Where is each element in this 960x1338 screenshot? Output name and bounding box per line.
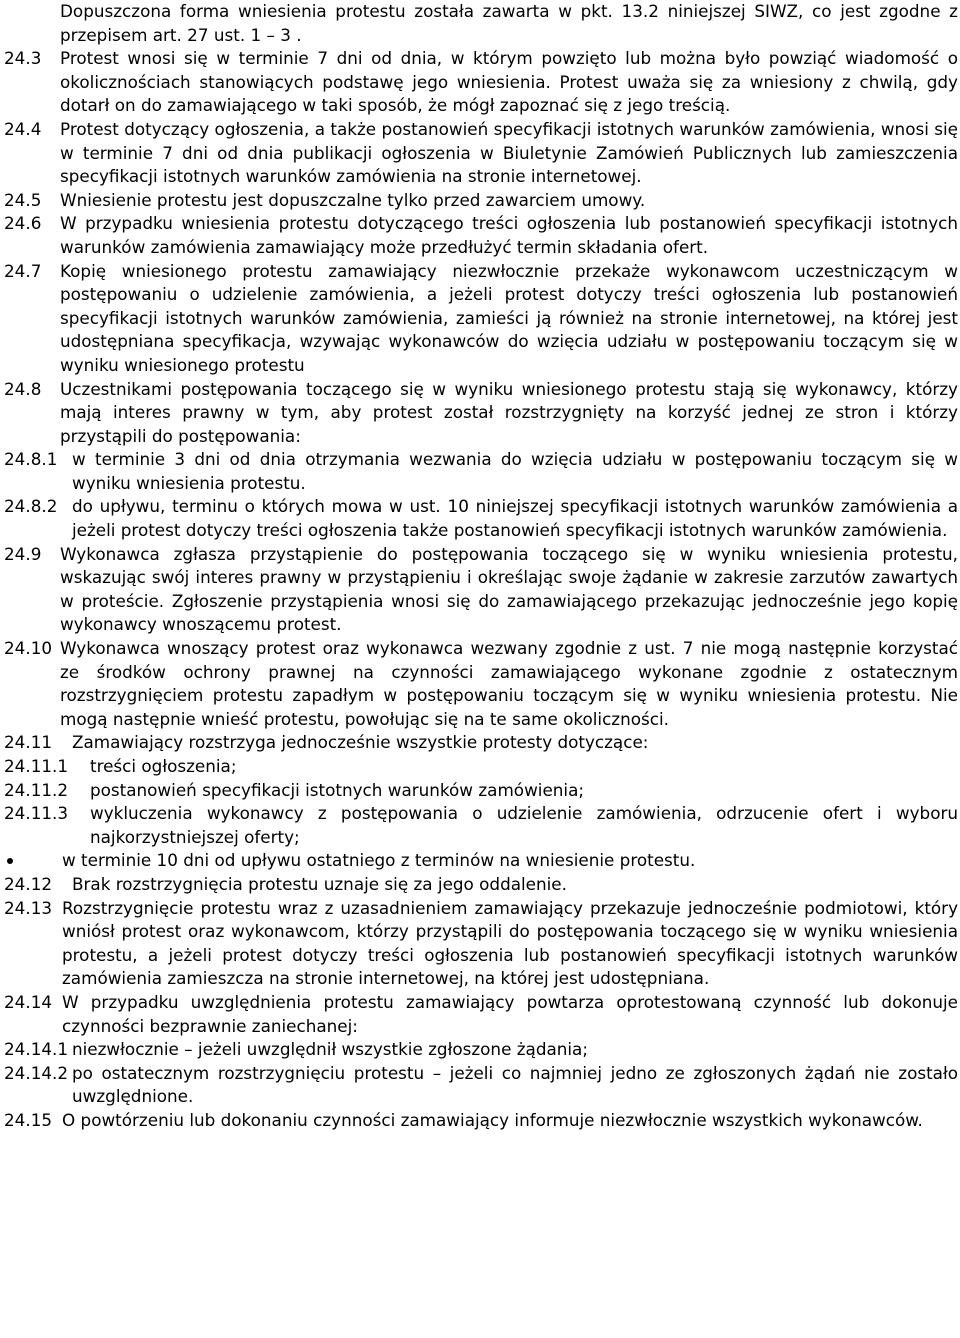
list-item [4,495,958,542]
item-text: niezwłocznie – jeżeli uwzględnił wszystkie zgłoszone żądania; [72,1039,588,1060]
list-item [4,991,958,1038]
bullet-icon [4,849,62,872]
list-item [4,47,958,118]
item-text: Zamawiający rozstrzyga jednocześnie wszystkie protesty dotyczące: [72,732,649,753]
list-item [4,1062,958,1109]
item-number: 24.4 [4,118,42,139]
item-number: 24.8.1 [4,449,58,470]
list-item [4,637,958,731]
item-text: treści ogłoszenia; [90,756,237,776]
item-text: postanowień specyfikacji istotnych warunków zamówienia; [90,779,585,800]
list-item [4,755,958,779]
item-number: 24.15 [4,1109,53,1130]
item-text: do upływu, terminu o których mowa w ust. 10 niniejszej specyfikacji istotnych warunków zamówienia a jeżeli protest dotyczy treści ogłoszenia także postanowień specyfikacji istotnych warunków zamówienia. [72,496,958,541]
item-number: 24.8 [4,378,42,399]
bullet-item [4,849,958,873]
item-text: Wykonawca zgłasza przystąpienie do postępowania toczącego się w wyniku wniesienia protestu, wskazując swój interes prawny w przystąpieniu i określając swoje żądanie w zakresie zarzutów zawartych w proteście. Zgłoszenie przystąpienia wnosi się do zamawiającego przekazując jednocześnie jego kopię wykonawcy wnoszącemu protest. [60,543,958,635]
list-item [4,260,958,378]
list-item [4,1038,958,1062]
list-item [4,779,958,803]
item-number: 24.11.2 [4,779,69,800]
list-item [4,378,958,449]
list-item [4,802,958,849]
list-item [4,873,958,897]
item-number: 24.10 [4,638,53,659]
item-number: 24.11.3 [4,803,69,824]
item-number: 24.11 [4,732,53,753]
item-text: Wykonawca wnoszący protest oraz wykonawca wezwany zgodnie z ust. 7 nie mogą następnie korzystać ze środków ochrony prawnej na czynności zamawiającego wykonane zgodnie z ostatecznym rozstrzygnięciem protestu zapadłym w postępowaniu toczącym się w wyniku wniesienia protestu. Nie mogą następnie wnieść protestu, powołując się na te same okoliczności. [60,638,958,729]
list-item [4,118,958,189]
item-text: W przypadku wniesienia protestu dotyczącego treści ogłoszenia lub postanowień specyfikacji istotnych warunków zamówienia zamawiający może przedłużyć termin składania ofert. [60,213,958,257]
item-number: 24.14.1 [4,1039,69,1060]
list-item [4,212,958,259]
list-item [4,1109,958,1133]
item-text: w terminie 10 dni od upływu ostatniego z terminów na wniesienie protestu. [62,850,696,871]
list-item [4,189,958,213]
item-text: Brak rozstrzygnięcia protestu uznaje się za jego oddalenie. [72,873,567,894]
item-number: 24.13 [4,897,53,918]
item-number: 24.12 [4,873,53,894]
item-number: 24.14 [4,991,53,1012]
list-item [4,731,958,755]
item-number: 24.11.1 [4,756,69,776]
item-text: w terminie 3 dni od dnia otrzymania wezwania do wzięcia udziału w postępowaniu toczącym się w wyniku wniesienia protestu. [72,449,958,493]
item-text: po ostatecznym rozstrzygnięciu protestu – jeżeli co najmniej jedno ze zgłoszonych żądań nie zostało uwzględnione. [72,1062,958,1107]
item-text: Wniesienie protestu jest dopuszczalne tylko przed zawarciem umowy. [60,189,646,210]
item-text: Uczestnikami postępowania toczącego się w wyniku wniesionego protestu stają się wykonawcy, którzy mają interes prawny w tym, aby protest został rozstrzygnięty na korzyść jednej ze stron i którzy przystąpili do postępowania: [60,378,958,446]
item-text: W przypadku uwzględnienia protestu zamawiający powtarza oprotestowaną czynność lub dokonuje czynności bezprawnie zaniechanej: [62,991,958,1036]
item-text: O powtórzeniu lub dokonaniu czynności zamawiający informuje niezwłocznie wszystkich wykonawców. [62,1109,923,1130]
list-item [4,897,958,991]
list-item [4,448,958,495]
item-text: Kopię wniesionego protestu zamawiający niezwłocznie przekaże wykonawcom uczestniczącym w postępowaniu o udzielenie zamówienia, a jeżeli protest dotyczy treści ogłoszenia lub postanowień specyfikacji istotnych warunków zamówienia, zamieści ją również na stronie internetowej, na której jest udostępniana specyfikacja, wzywając wykonawców do wzięcia udziału w postępowaniu toczącym się w wyniku wniesionego protestu [60,260,958,375]
item-number: 24.14.2 [4,1062,69,1083]
item-number: 24.3 [4,48,42,69]
item-number: 24.8.2 [4,496,58,517]
item-number: 24.9 [4,543,42,564]
item-number: 24.5 [4,189,42,210]
item-text: Rozstrzygnięcie protestu wraz z uzasadnieniem zamawiający przekazuje jednocześnie podmiotowi, który wniósł protest oraz wykonawcom, którzy przystąpili do postępowania toczącego się w wyniku wniesienia protestu, a jeżeli protest dotyczy treści ogłoszenia lub postanowień specyfikacji istotnych warunków zamówienia zamieszcza na stronie internetowej, na której jest udostępniana. [62,897,958,989]
item-number: 24.7 [4,260,42,281]
item-text: Protest wnosi się w terminie 7 dni od dnia, w którym powzięto lub można było powziąć wiadomość o okolicznościach stanowiących podstawę jego wniesienia. Protest uważa się za wniesiony z chwilą, gdy dotarł on do zamawiającego w taki sposób, że mógł zapoznać się z jego treścią. [60,48,958,116]
item-text: Protest dotyczący ogłoszenia, a także postanowień specyfikacji istotnych warunków zamówienia, wnosi się w terminie 7 dni od dnia publikacji ogłoszenia w Biuletynie Zamówień Publicznych lub zamieszczenia specyfikacji istotnych warunków zamówienia na stronie internetowej. [60,118,958,187]
item-number: 24.6 [4,213,42,234]
item-text: wykluczenia wykonawcy z postępowania o udzielenie zamówienia, odrzucenie ofert i wyboru najkorzystniejszej oferty; [90,803,958,847]
list-item [4,543,958,637]
intro-paragraph: Dopuszczona forma wniesienia protestu została zawarta w pkt. 13.2 niniejszej SIWZ, co jest zgodne z przepisem art. 27 ust. 1 – 3 . [60,1,958,45]
